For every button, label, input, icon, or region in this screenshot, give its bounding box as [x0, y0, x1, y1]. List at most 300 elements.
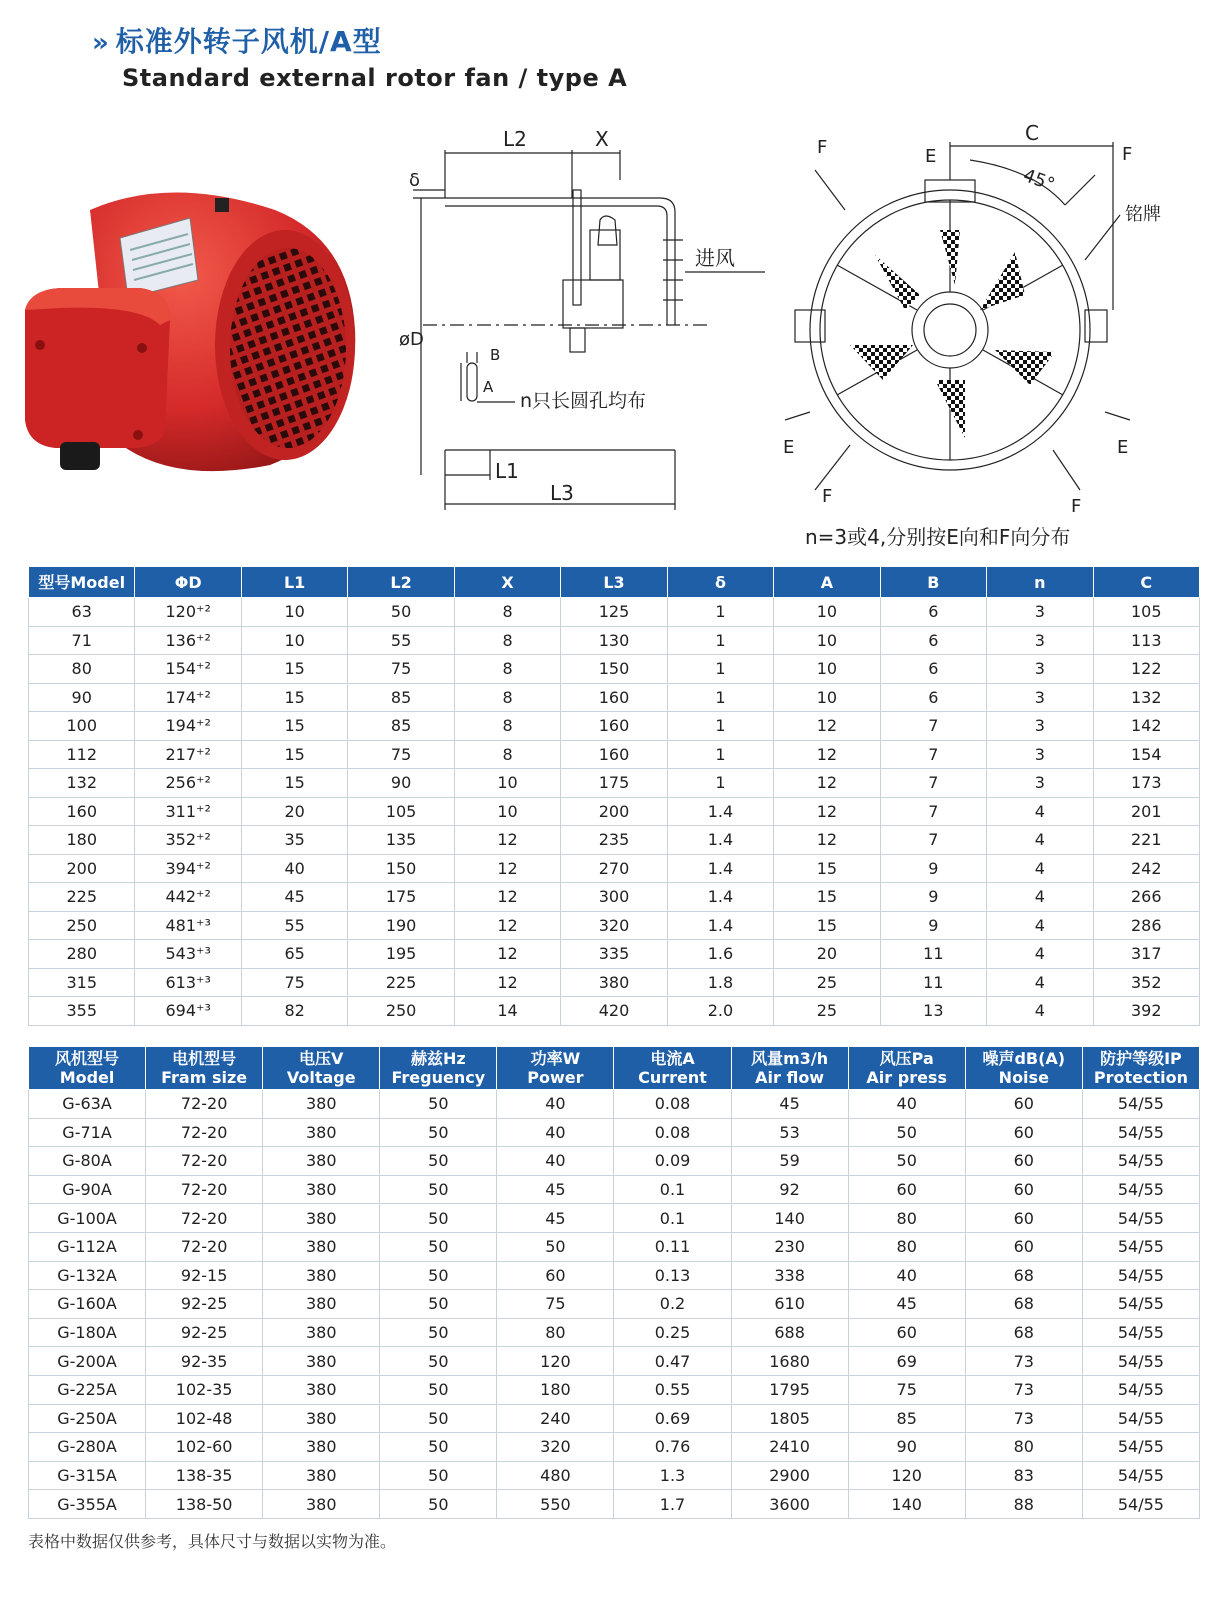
table-cell: 60: [965, 1175, 1082, 1204]
label-phi-d: øD: [399, 329, 424, 350]
table-cell: 120: [497, 1347, 614, 1376]
perf-header-cell: [146, 1047, 263, 1090]
table-cell: 1.4: [667, 883, 773, 912]
table-cell: 72-20: [146, 1175, 263, 1204]
label-e-left: E: [783, 437, 795, 458]
table-cell: 40: [848, 1261, 965, 1290]
table-row: [29, 911, 1200, 940]
table-cell: 154: [1093, 740, 1199, 769]
table-cell: 12: [454, 854, 560, 883]
table-cell: 12: [774, 826, 880, 855]
label-l2: L2: [503, 127, 527, 151]
label-angle: 45°: [1020, 164, 1058, 196]
table-cell: 60: [848, 1175, 965, 1204]
header-zh: 防护等级IP: [1100, 1049, 1182, 1068]
table-cell: 54/55: [1082, 1490, 1199, 1519]
label-x: X: [595, 127, 609, 151]
table-cell: G-355A: [29, 1490, 146, 1519]
table-cell: 68: [965, 1290, 1082, 1319]
table-row: [29, 1347, 1200, 1376]
table-cell: 60: [965, 1204, 1082, 1233]
table-cell: 12: [454, 940, 560, 969]
dim-header-cell: 型号Model: [29, 567, 135, 598]
table-cell: 0.69: [614, 1404, 731, 1433]
table-cell: 75: [241, 968, 347, 997]
table-cell: 85: [848, 1404, 965, 1433]
table-cell: 80: [848, 1204, 965, 1233]
table-cell: 54/55: [1082, 1290, 1199, 1319]
table-cell: 20: [774, 940, 880, 969]
table-cell: 1: [667, 598, 773, 627]
label-distribution-note: n=3或4,分别按E向和F向分布: [805, 525, 1071, 549]
table-cell: 69: [848, 1347, 965, 1376]
header-zh: 功率W: [530, 1049, 581, 1068]
table-cell: 12: [454, 883, 560, 912]
table-cell: 50: [380, 1433, 497, 1462]
table-cell: 73: [965, 1347, 1082, 1376]
table-cell: 90: [848, 1433, 965, 1462]
table-row: [29, 1318, 1200, 1347]
table-cell: 1.8: [667, 968, 773, 997]
table-cell: 4: [987, 997, 1093, 1026]
table-cell: 1.7: [614, 1490, 731, 1519]
table-cell: 92: [731, 1175, 848, 1204]
dim-header-cell: δ: [667, 567, 773, 598]
header-en: Power: [527, 1068, 584, 1087]
table-cell: 60: [497, 1261, 614, 1290]
table-cell: 174⁺²: [135, 683, 241, 712]
table-cell: 190: [348, 911, 454, 940]
table-cell: 0.55: [614, 1375, 731, 1404]
table-cell: 40: [497, 1147, 614, 1176]
table-cell: 2900: [731, 1461, 848, 1490]
table-cell: 154⁺²: [135, 655, 241, 684]
table-cell: 75: [848, 1375, 965, 1404]
header-en: Fram size: [161, 1068, 248, 1087]
table-cell: 160: [561, 740, 667, 769]
table-cell: 4: [987, 911, 1093, 940]
header-zh: 风量m3/h: [751, 1049, 829, 1068]
table-row: [29, 1204, 1200, 1233]
dim-header-cell: ΦD: [135, 567, 241, 598]
table-cell: 125: [561, 598, 667, 627]
table-cell: 1.4: [667, 797, 773, 826]
table-cell: 150: [348, 854, 454, 883]
table-row: [29, 712, 1200, 741]
table-cell: 140: [848, 1490, 965, 1519]
table-cell: 54/55: [1082, 1232, 1199, 1261]
table-cell: 0.13: [614, 1261, 731, 1290]
table-cell: 40: [497, 1090, 614, 1119]
table-cell: 6: [880, 655, 986, 684]
table-cell: 132: [1093, 683, 1199, 712]
table-cell: 380: [263, 1433, 380, 1462]
table-cell: 55: [241, 911, 347, 940]
table-cell: 15: [774, 883, 880, 912]
dim-header-cell: A: [774, 567, 880, 598]
dim-header-cell: L3: [561, 567, 667, 598]
table-cell: 1.3: [614, 1461, 731, 1490]
label-b: B: [490, 346, 501, 364]
table-cell: 613⁺³: [135, 968, 241, 997]
table-row: [29, 797, 1200, 826]
table-cell: 200: [561, 797, 667, 826]
table-cell: 50: [380, 1318, 497, 1347]
table-cell: 1680: [731, 1347, 848, 1376]
table-cell: 11: [880, 940, 986, 969]
table-cell: 71: [29, 626, 135, 655]
table-cell: 480: [497, 1461, 614, 1490]
table-cell: 8: [454, 626, 560, 655]
table-cell: 543⁺³: [135, 940, 241, 969]
table-cell: 102-48: [146, 1404, 263, 1433]
table-cell: 88: [965, 1490, 1082, 1519]
table-cell: G-112A: [29, 1232, 146, 1261]
table-cell: G-100A: [29, 1204, 146, 1233]
table-cell: 15: [241, 683, 347, 712]
table-cell: 335: [561, 940, 667, 969]
table-cell: 3: [987, 598, 1093, 627]
table-cell: 45: [848, 1290, 965, 1319]
header-zh: 电流A: [650, 1049, 695, 1068]
table-cell: 694⁺³: [135, 997, 241, 1026]
table-cell: 380: [263, 1461, 380, 1490]
perf-header-cell: [614, 1047, 731, 1090]
table-cell: 73: [965, 1404, 1082, 1433]
table-cell: 610: [731, 1290, 848, 1319]
table-cell: 688: [731, 1318, 848, 1347]
table-cell: 50: [380, 1261, 497, 1290]
label-inlet: 进风: [695, 246, 735, 270]
table-row: [29, 1433, 1200, 1462]
table-cell: 54/55: [1082, 1461, 1199, 1490]
table-cell: 50: [380, 1404, 497, 1433]
perf-header-cell: [497, 1047, 614, 1090]
table-row: [29, 683, 1200, 712]
dim-header-cell: X: [454, 567, 560, 598]
table-cell: 63: [29, 598, 135, 627]
table-cell: 225: [29, 883, 135, 912]
table-cell: 50: [497, 1232, 614, 1261]
table-cell: 4: [987, 826, 1093, 855]
table-cell: 85: [348, 712, 454, 741]
table-cell: 4: [987, 968, 1093, 997]
header-en: Protection: [1093, 1068, 1188, 1087]
header-en: Current: [638, 1068, 707, 1087]
table-cell: 550: [497, 1490, 614, 1519]
table-cell: 1: [667, 769, 773, 798]
table-cell: 4: [987, 940, 1093, 969]
table-row: [29, 940, 1200, 969]
table-cell: 105: [1093, 598, 1199, 627]
table-cell: 25: [774, 968, 880, 997]
table-cell: 50: [380, 1490, 497, 1519]
header-zh: 电压V: [299, 1049, 344, 1068]
page-subtitle: Standard external rotor fan / type A: [122, 64, 628, 92]
table-row: [29, 1175, 1200, 1204]
table-cell: 380: [263, 1175, 380, 1204]
table-cell: G-80A: [29, 1147, 146, 1176]
header-zh: 风压Pa: [879, 1049, 934, 1068]
table-cell: 286: [1093, 911, 1199, 940]
table-cell: 35: [241, 826, 347, 855]
table-row: [29, 1232, 1200, 1261]
table-cell: 68: [965, 1318, 1082, 1347]
table-cell: 1.4: [667, 854, 773, 883]
table-cell: 0.25: [614, 1318, 731, 1347]
dim-header-cell: L2: [348, 567, 454, 598]
table-cell: G-200A: [29, 1347, 146, 1376]
table-cell: 50: [848, 1118, 965, 1147]
dim-header-cell: B: [880, 567, 986, 598]
table-cell: 45: [497, 1175, 614, 1204]
table-cell: 75: [348, 740, 454, 769]
table-cell: 12: [454, 826, 560, 855]
table-cell: 12: [454, 911, 560, 940]
table-cell: 380: [263, 1290, 380, 1319]
performance-table-header: [29, 1047, 1200, 1090]
table-cell: 3: [987, 626, 1093, 655]
table-cell: 7: [880, 712, 986, 741]
table-cell: 394⁺²: [135, 854, 241, 883]
table-cell: 12: [774, 769, 880, 798]
table-cell: 138-35: [146, 1461, 263, 1490]
label-a: A: [483, 378, 494, 396]
table-cell: 50: [380, 1147, 497, 1176]
table-cell: 80: [497, 1318, 614, 1347]
table-cell: 380: [263, 1204, 380, 1233]
table-cell: 54/55: [1082, 1318, 1199, 1347]
table-cell: 10: [454, 797, 560, 826]
table-cell: 50: [380, 1090, 497, 1119]
table-cell: 142: [1093, 712, 1199, 741]
table-cell: 225: [348, 968, 454, 997]
table-cell: 10: [774, 598, 880, 627]
table-cell: 45: [731, 1090, 848, 1119]
table-cell: 85: [348, 683, 454, 712]
table-cell: 250: [348, 997, 454, 1026]
table-cell: 180: [497, 1375, 614, 1404]
table-cell: 150: [561, 655, 667, 684]
table-cell: 380: [263, 1318, 380, 1347]
table-cell: 380: [561, 968, 667, 997]
dim-header-cell: C: [1093, 567, 1199, 598]
table-cell: 10: [241, 598, 347, 627]
table-cell: 102-35: [146, 1375, 263, 1404]
table-cell: 200: [29, 854, 135, 883]
table-cell: 15: [241, 769, 347, 798]
table-cell: 6: [880, 598, 986, 627]
table-cell: 8: [454, 683, 560, 712]
table-cell: 60: [965, 1090, 1082, 1119]
table-cell: 12: [774, 797, 880, 826]
perf-header-cell: [965, 1047, 1082, 1090]
label-l3: L3: [550, 481, 574, 505]
table-cell: 180: [29, 826, 135, 855]
table-cell: 105: [348, 797, 454, 826]
table-cell: 50: [380, 1290, 497, 1319]
table-cell: 140: [731, 1204, 848, 1233]
chevron-icon: »: [92, 28, 110, 58]
dimension-table-header: [29, 567, 1200, 598]
table-cell: 12: [774, 712, 880, 741]
table-cell: 13: [880, 997, 986, 1026]
label-l1: L1: [495, 459, 519, 483]
table-cell: 80: [29, 655, 135, 684]
table-cell: 50: [380, 1232, 497, 1261]
table-cell: 54/55: [1082, 1404, 1199, 1433]
table-cell: 195: [348, 940, 454, 969]
table-cell: 10: [454, 769, 560, 798]
table-cell: 60: [965, 1118, 1082, 1147]
table-cell: 54/55: [1082, 1147, 1199, 1176]
table-cell: 0.11: [614, 1232, 731, 1261]
table-cell: 60: [965, 1147, 1082, 1176]
table-cell: 53: [731, 1118, 848, 1147]
table-cell: 50: [348, 598, 454, 627]
header-en: Freguency: [391, 1068, 486, 1087]
table-cell: 65: [241, 940, 347, 969]
table-cell: 352: [1093, 968, 1199, 997]
dim-header-cell: n: [987, 567, 1093, 598]
table-cell: G-132A: [29, 1261, 146, 1290]
table-cell: 0.47: [614, 1347, 731, 1376]
table-row: [29, 826, 1200, 855]
table-cell: 380: [263, 1090, 380, 1119]
header-en: Model: [59, 1068, 115, 1087]
label-e-right: E: [1117, 437, 1129, 458]
header-zh: 电机型号: [172, 1049, 237, 1068]
table-cell: 0.76: [614, 1433, 731, 1462]
table-cell: 0.1: [614, 1175, 731, 1204]
table-cell: 1: [667, 712, 773, 741]
table-row: [29, 598, 1200, 627]
table-cell: 8: [454, 655, 560, 684]
table-cell: 175: [561, 769, 667, 798]
header-en: Air press: [866, 1068, 947, 1087]
dim-header-cell: L1: [241, 567, 347, 598]
table-cell: 50: [848, 1147, 965, 1176]
table-cell: 194⁺²: [135, 712, 241, 741]
table-cell: 4: [987, 797, 1093, 826]
table-cell: 270: [561, 854, 667, 883]
table-cell: 54/55: [1082, 1090, 1199, 1119]
header-zh: 噪声dB(A): [982, 1049, 1066, 1068]
table-cell: 55: [348, 626, 454, 655]
table-cell: 136⁺²: [135, 626, 241, 655]
perf-header-cell: [731, 1047, 848, 1090]
table-cell: 380: [263, 1232, 380, 1261]
table-cell: 380: [263, 1147, 380, 1176]
table-row: [29, 968, 1200, 997]
table-cell: 90: [29, 683, 135, 712]
table-cell: 73: [965, 1375, 1082, 1404]
table-row: [29, 1461, 1200, 1490]
table-row: [29, 1147, 1200, 1176]
table-cell: 10: [241, 626, 347, 655]
perf-header-cell: [380, 1047, 497, 1090]
table-cell: G-315A: [29, 1461, 146, 1490]
table-cell: 15: [241, 655, 347, 684]
table-cell: 320: [561, 911, 667, 940]
table-cell: 50: [380, 1118, 497, 1147]
table-cell: 54/55: [1082, 1375, 1199, 1404]
table-cell: 2410: [731, 1433, 848, 1462]
table-cell: 1: [667, 626, 773, 655]
table-cell: 1: [667, 655, 773, 684]
table-cell: 122: [1093, 655, 1199, 684]
table-cell: 10: [774, 655, 880, 684]
table-cell: 317: [1093, 940, 1199, 969]
table-row: [29, 883, 1200, 912]
header-zh: 风机型号: [55, 1049, 120, 1068]
table-cell: 380: [263, 1347, 380, 1376]
table-row: [29, 1090, 1200, 1119]
table-cell: 20: [241, 797, 347, 826]
table-cell: 1: [667, 683, 773, 712]
table-cell: 7: [880, 797, 986, 826]
table-cell: 7: [880, 769, 986, 798]
table-cell: 12: [774, 740, 880, 769]
table-cell: 6: [880, 683, 986, 712]
table-cell: 50: [380, 1204, 497, 1233]
table-cell: 0.08: [614, 1118, 731, 1147]
footnote: 表格中数据仅供参考，具体尺寸与数据以实物为准。: [28, 1532, 397, 1551]
label-e-top: E: [925, 146, 937, 167]
table-cell: 83: [965, 1461, 1082, 1490]
table-cell: 54/55: [1082, 1204, 1199, 1233]
table-cell: 1795: [731, 1375, 848, 1404]
table-cell: 380: [263, 1404, 380, 1433]
label-delta: δ: [409, 170, 421, 191]
table-cell: 420: [561, 997, 667, 1026]
label-f-bottom-right: F: [1071, 496, 1082, 517]
table-cell: 9: [880, 883, 986, 912]
table-cell: 68: [965, 1261, 1082, 1290]
table-row: [29, 997, 1200, 1026]
label-slot-note: n只长圆孔均布: [520, 390, 647, 412]
table-cell: 60: [848, 1318, 965, 1347]
side-view-diagram: [395, 120, 795, 525]
label-f-top-left: F: [817, 137, 828, 158]
table-cell: 235: [561, 826, 667, 855]
table-cell: G-280A: [29, 1433, 146, 1462]
table-cell: 10: [774, 683, 880, 712]
table-cell: 45: [497, 1204, 614, 1233]
table-row: [29, 1404, 1200, 1433]
table-cell: 12: [454, 968, 560, 997]
table-cell: 72-20: [146, 1090, 263, 1119]
table-cell: 160: [561, 712, 667, 741]
table-cell: 102-60: [146, 1433, 263, 1462]
table-cell: 300: [561, 883, 667, 912]
table-cell: 15: [774, 854, 880, 883]
table-cell: 50: [380, 1347, 497, 1376]
table-cell: 80: [848, 1232, 965, 1261]
table-cell: 54/55: [1082, 1118, 1199, 1147]
table-cell: 217⁺²: [135, 740, 241, 769]
table-cell: 8: [454, 712, 560, 741]
table-cell: 3: [987, 683, 1093, 712]
header-en: Noise: [998, 1068, 1049, 1087]
table-cell: 75: [348, 655, 454, 684]
table-cell: 40: [848, 1090, 965, 1119]
table-cell: 92-25: [146, 1318, 263, 1347]
table-cell: 3: [987, 769, 1093, 798]
table-cell: 230: [731, 1232, 848, 1261]
table-cell: 380: [263, 1375, 380, 1404]
table-cell: 2.0: [667, 997, 773, 1026]
